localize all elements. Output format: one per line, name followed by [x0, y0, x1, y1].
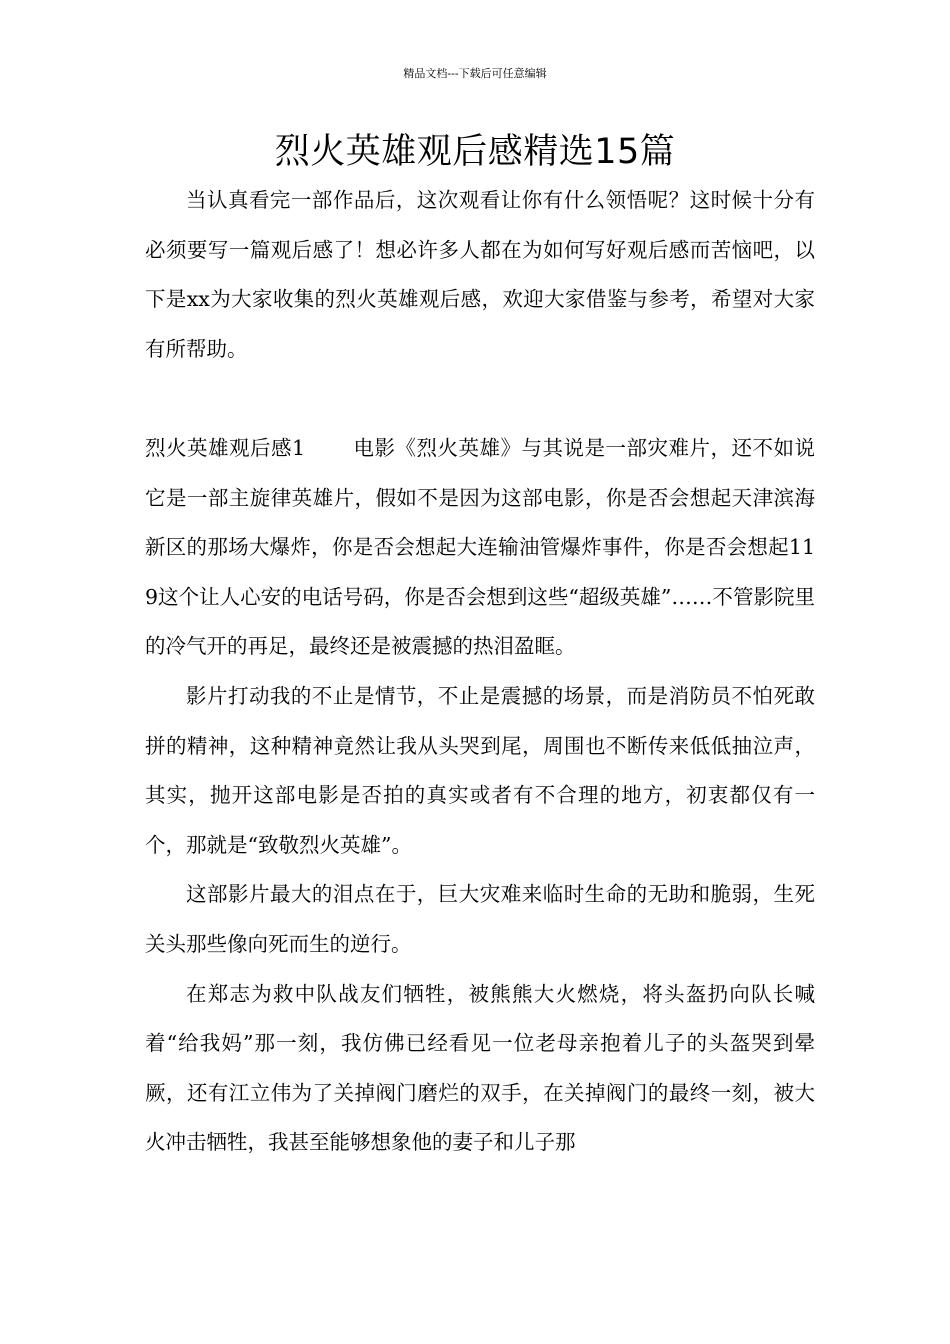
paragraph-spacer — [145, 374, 815, 424]
section-1-lead-text: 电影《烈火英雄》与其说是一部灾难片，还不如说它是一部主旋律英雄片，假如不是因为这部电影，你是否会想起天津滨海新区的那场大爆炸，你是否会想起大连输油管爆炸事件，你是否会想起119这个让人心安的电话号码，你是否会想到这些“超级英雄”……不管影院里的冷气开的再足，最终还是被震撼的热泪盈眶。 — [145, 435, 815, 659]
page-header: 精品文档---下载后可任意编辑 — [403, 67, 547, 80]
document-body — [145, 176, 815, 1168]
document-title: 烈火英雄观后感精选15篇 — [274, 132, 676, 172]
section-1-lead-paragraph — [145, 424, 815, 672]
section-1-heading: 烈火英雄观后感1 — [145, 435, 306, 460]
section-1-paragraph-3: 在郑志为救中队战友们牺牲，被熊熊大火燃烧，将头盔扔向队长喊着“给我妈”那一刻，我仿佛已经看见一位老母亲抱着儿子的头盔哭到晕厥，还有江立伟为了关掉阀门磨烂的双手，在关掉阀门的最终一刻，被大火冲击牺牲，我甚至能够想象他的妻子和儿子那 — [145, 981, 815, 1155]
intro-paragraph: 当认真看完一部作品后，这次观看让你有什么领悟呢？这时候十分有必须要写一篇观后感了！想必许多人都在为如何写好观后感而苦恼吧，以下是xx为大家收集的烈火英雄观后感，欢迎大家借鉴与参考，希望对大家有所帮助。 — [145, 188, 815, 361]
section-1-paragraph-1: 影片打动我的不止是情节，不止是震撼的场景，而是消防员不怕死敢拼的精神，这种精神竟然让我从头哭到尾，周围也不断传来低低抽泣声，其实，抛开这部电影是否拍的真实或者有不合理的地方，初衷都仅有一个，那就是“致敬烈火英雄”。 — [145, 683, 815, 857]
section-1-paragraph-2: 这部影片最大的泪点在于，巨大灾难来临时生命的无助和脆弱，生死关头那些像向死而生的逆行。 — [145, 882, 815, 956]
